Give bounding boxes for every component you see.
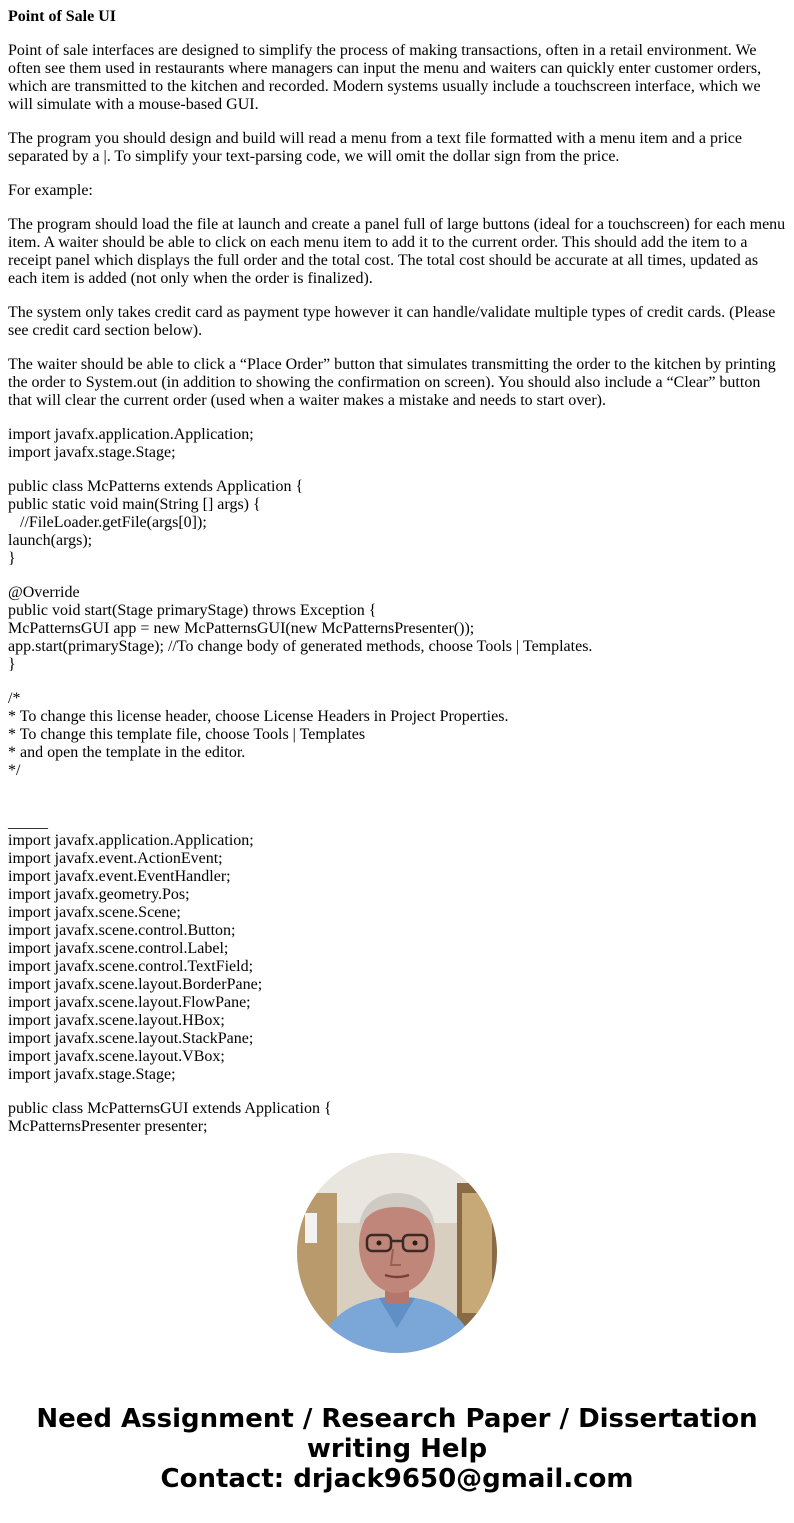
code-block-gui-class	[8, 1100, 788, 1136]
code-line: import javafx.application.Application;	[8, 832, 254, 849]
author-avatar	[297, 1153, 497, 1353]
code-line: * To change this template file, choose Tools | Templates	[8, 726, 366, 743]
banner-contact-line: Contact: drjack9650@gmail.com	[160, 1464, 634, 1494]
code-line: import javafx.scene.layout.FlowPane;	[8, 994, 251, 1011]
code-line: import javafx.scene.layout.VBox;	[8, 1048, 225, 1065]
paragraph-intro: Point of sale interfaces are designed to simplify the process of making transactions, often in a retail environment. We often see them used in restaurants where managers can input the menu and waiters can quickly enter customer orders, which are transmitted to the kitchen and recorded. Modern systems usually include a touchscreen interface, which we will simulate with a mouse-based GUI.	[8, 42, 762, 113]
code-line: public static void main(String [] args) {	[8, 496, 261, 513]
banner-line-1: Need Assignment / Research Paper / Dissertation	[36, 1404, 758, 1434]
code-line: import javafx.scene.Scene;	[8, 904, 181, 921]
code-line: */	[8, 762, 21, 779]
code-line: * To change this license header, choose License Headers in Project Properties.	[8, 708, 509, 725]
code-block-imports-main	[8, 426, 788, 462]
code-line: public class McPatterns extends Application {	[8, 478, 304, 495]
code-block-start-method	[8, 584, 788, 674]
code-line: import javafx.scene.control.Button;	[8, 922, 236, 939]
code-line: }	[8, 550, 16, 567]
code-line: import javafx.event.ActionEvent;	[8, 850, 223, 867]
code-line: import javafx.scene.layout.BorderPane;	[8, 976, 263, 993]
code-block-main-class	[8, 478, 788, 568]
code-line: import javafx.scene.layout.HBox;	[8, 1012, 225, 1029]
code-line: * and open the template in the editor.	[8, 744, 246, 761]
paragraph-example: For example:	[8, 182, 93, 199]
paragraph-payment: The system only takes credit card as payment type however it can handle/validate multiple types of credit cards. (Please see credit card section below).	[8, 304, 776, 339]
code-line: launch(args);	[8, 532, 93, 549]
code-line: }	[8, 656, 16, 673]
paragraph-place-order: The waiter should be able to click a “Place Order” button that simulates transmitting the order to the kitchen by printing the order to System.out (in addition to showing the confirmation on screen). You should also include a “Clear” button that will clear the current order (used when a waiter makes a mistake and needs to start over).	[8, 356, 776, 409]
code-line: import javafx.geometry.Pos;	[8, 886, 190, 903]
code-line: import javafx.event.EventHandler;	[8, 868, 231, 885]
document-title: Point of Sale UI	[8, 8, 116, 25]
paragraph-buttons: The program should load the file at launch and create a panel full of large buttons (ideal for a touchscreen) for each menu item. A waiter should be able to click on each menu item to add it to the current order. This should add the item to a receipt panel which displays the full order and the total cost. The total cost should be accurate at all times, updated as each item is added (not only when the order is finalized).	[8, 216, 786, 287]
code-line: //FileLoader.getFile(args[0]);	[8, 514, 207, 531]
document-body	[8, 8, 788, 1152]
paragraph-menu-file: The program you should design and build will read a menu from a text file formatted with a menu item and a price separated by a |. To simplify your text-parsing code, we will omit the dollar sign from the price.	[8, 130, 743, 165]
code-line: import javafx.stage.Stage;	[8, 1066, 176, 1083]
code-line: public void start(Stage primaryStage) throws Exception {	[8, 602, 377, 619]
code-line: /*	[8, 690, 21, 707]
code-line: import javafx.scene.layout.StackPane;	[8, 1030, 254, 1047]
code-block-license-comment	[8, 690, 788, 780]
banner-line-2: writing Help	[306, 1434, 488, 1464]
code-block-gui-imports	[8, 796, 788, 1084]
code-line: public class McPatternsGUI extends Application {	[8, 1100, 332, 1117]
code-line: import javafx.application.Application;	[8, 426, 254, 443]
code-line: import javafx.scene.control.Label;	[8, 940, 229, 957]
separator-line: _____	[8, 814, 48, 831]
portrait-image	[297, 1153, 497, 1353]
code-line: McPatternsGUI app = new McPatternsGUI(new McPatternsPresenter());	[8, 620, 475, 637]
code-line: import javafx.stage.Stage;	[8, 444, 176, 461]
contact-banner	[0, 1404, 794, 1494]
code-line: app.start(primaryStage); //To change body of generated methods, choose Tools | Templates.	[8, 638, 593, 655]
code-line: import javafx.scene.control.TextField;	[8, 958, 254, 975]
code-line: McPatternsPresenter presenter;	[8, 1118, 208, 1135]
code-line: @Override	[8, 584, 80, 601]
